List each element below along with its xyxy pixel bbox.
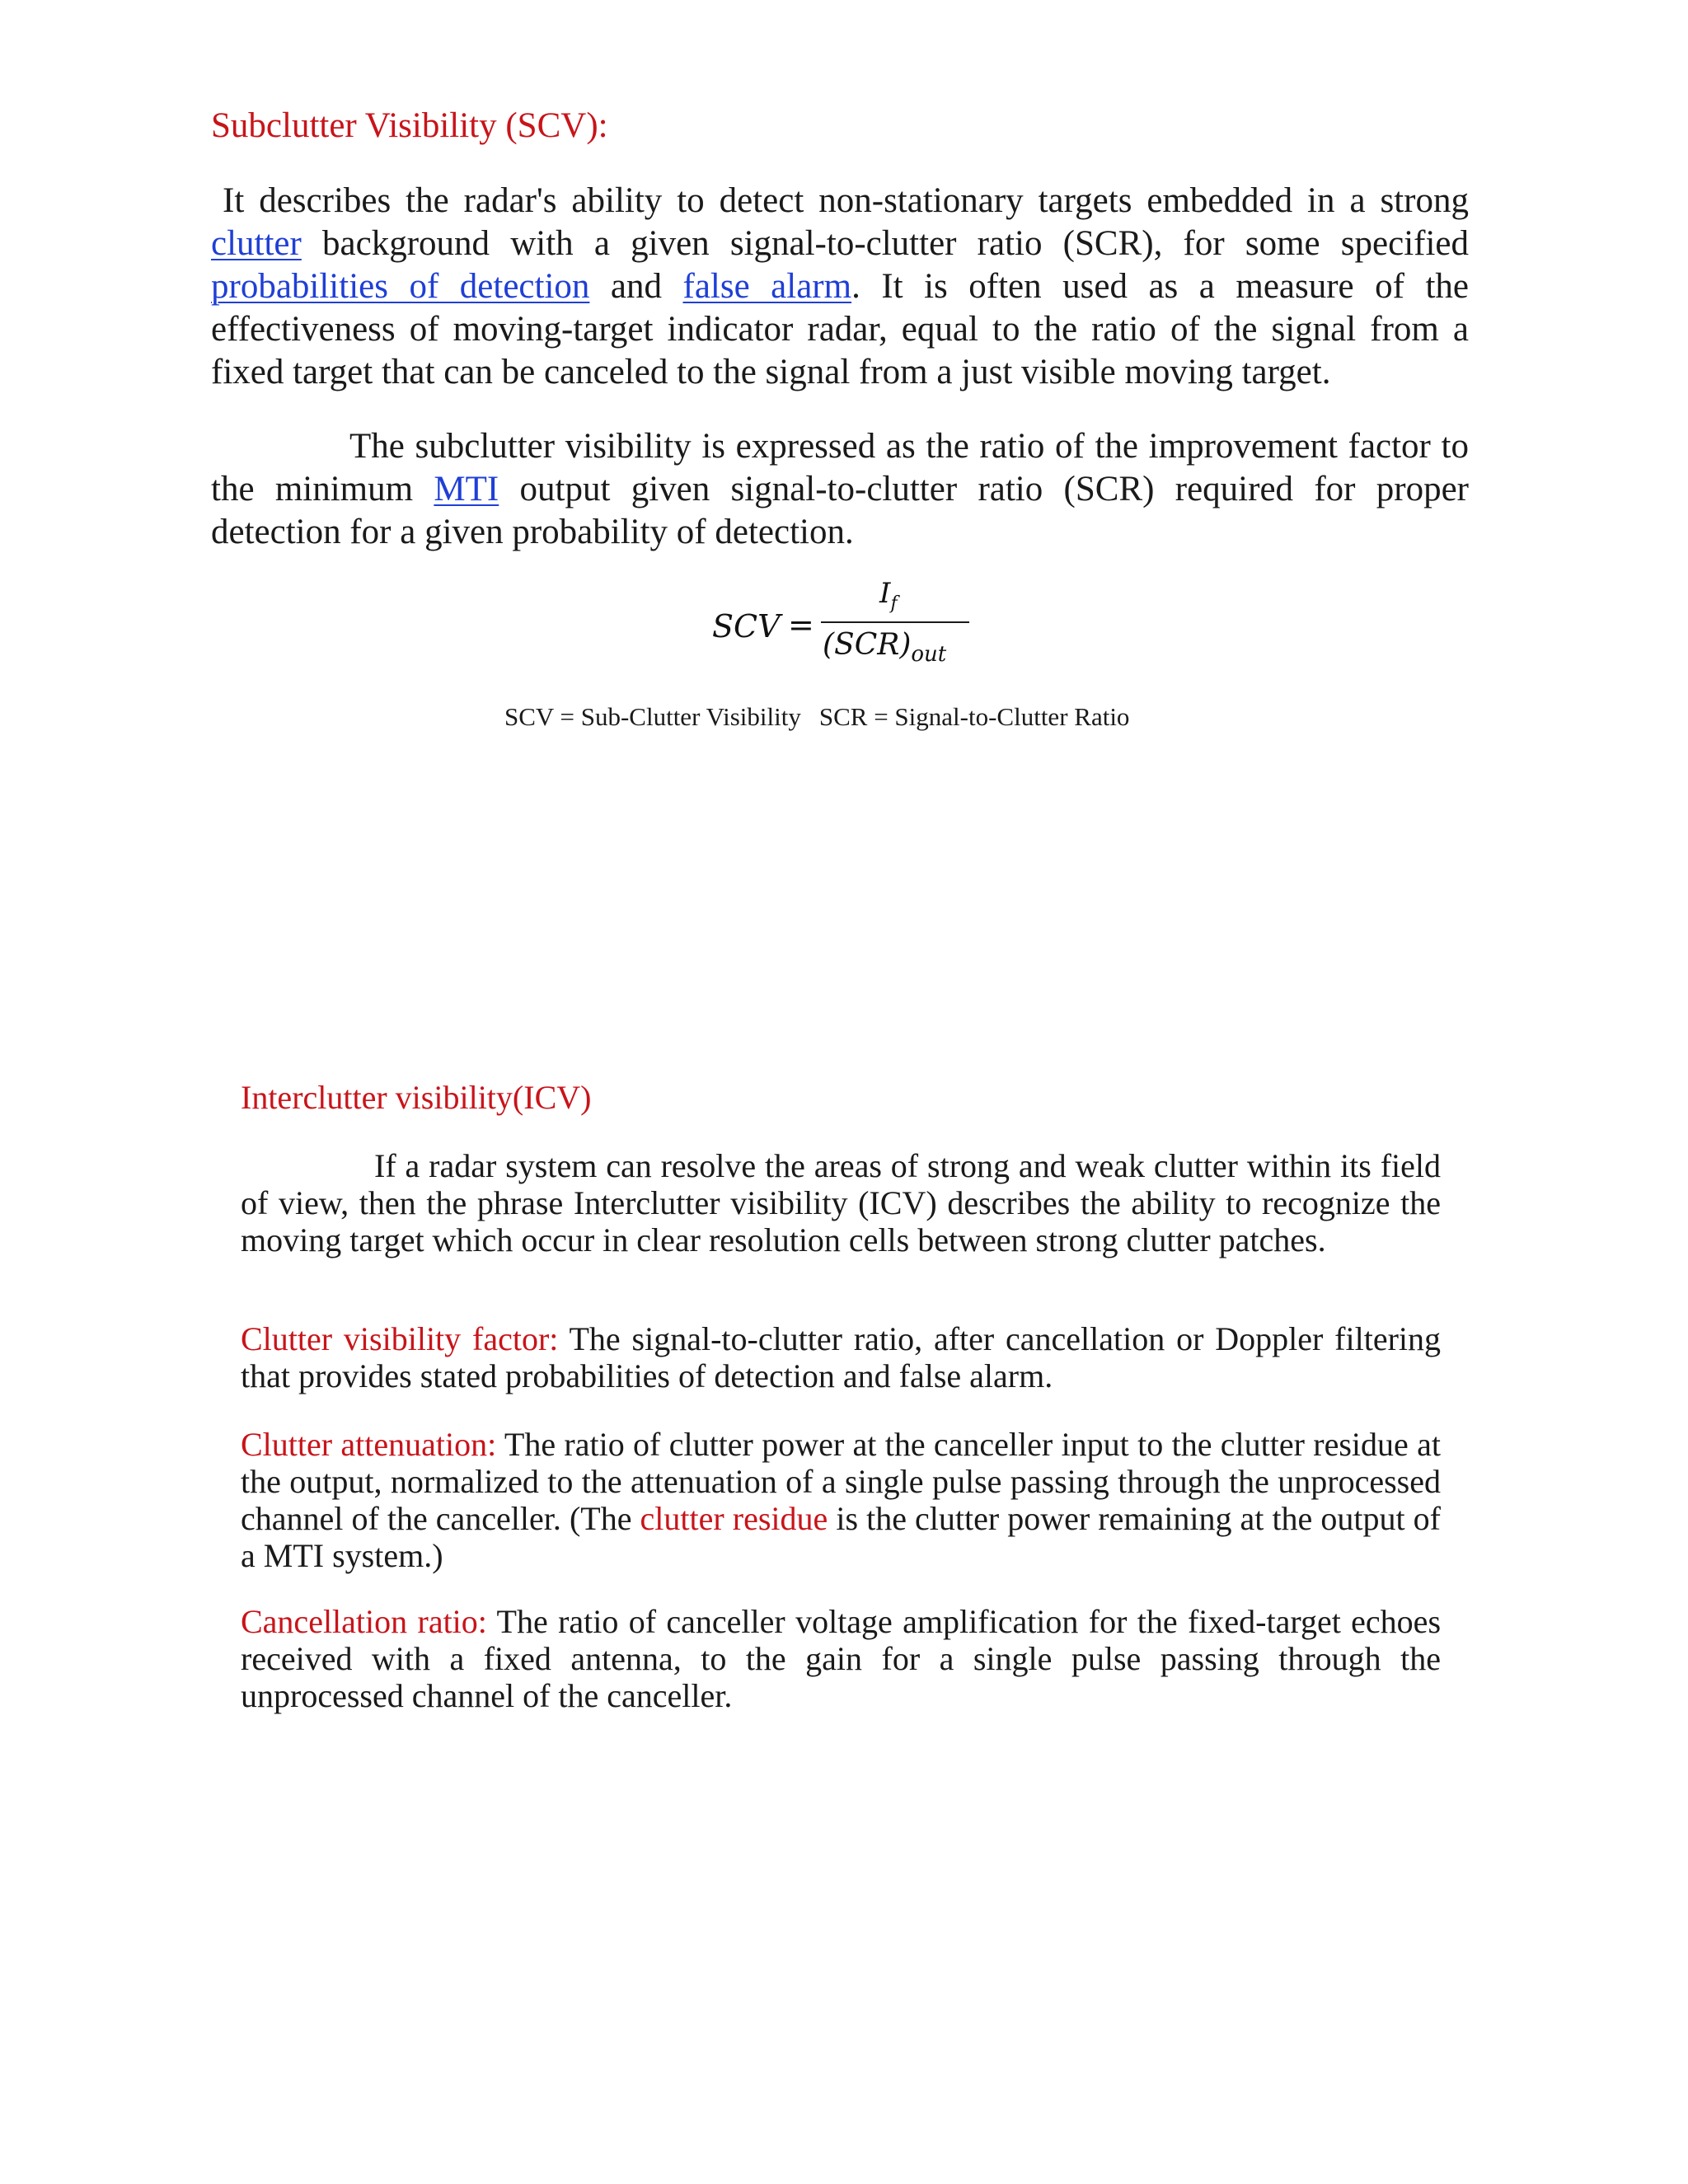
formula-denominator: [823, 628, 946, 667]
legend-scr: SCR = Signal-to-Clutter Ratio: [818, 702, 1130, 731]
text-span: output given signal-to-clutter ratio (SCR) required for proper detection for a given probability of detection.: [211, 470, 1469, 551]
formula-denominator-subscript: out: [911, 642, 947, 668]
formula-denominator-base: (SCR): [823, 628, 912, 662]
term-cancellation-ratio: Cancellation ratio:: [241, 1603, 487, 1640]
clutter-visibility-factor-definition: [241, 1320, 1441, 1394]
formula-lhs: SCV: [712, 608, 781, 644]
icv-paragraph: [241, 1147, 1441, 1258]
formula-equals: =: [788, 607, 814, 643]
term-clutter-residue: clutter residue: [640, 1500, 828, 1537]
scv-description-paragraph: [211, 180, 1469, 394]
text-span: The ratio of clutter power at the canceller input to the clutter residue at the output, normalized to the attenuation of a single pulse passing through the unprocessed channel of the canceller. (The: [241, 1426, 1442, 1537]
link-clutter[interactable]: clutter: [211, 224, 302, 263]
formula-legend: [504, 702, 1129, 732]
scv-expression-paragraph: [211, 425, 1469, 554]
text-span: The signal-to-clutter ratio, after cancellation or Doppler filtering that provides stated probabilities of detection and false alarm.: [241, 1320, 1442, 1394]
fraction-bar: [821, 621, 969, 623]
text-span: The ratio of canceller voltage amplification for the fixed-target echoes received with a fixed antenna, to the gain for a single pulse passing through the unprocessed channel of the canceller.: [241, 1603, 1442, 1714]
icv-heading: Interclutter visibility(ICV): [241, 1079, 592, 1116]
text-span: If a radar system can resolve the areas of strong and weak clutter within its field of view, then the phrase Interclutter visibility (ICV) describes the ability to recognize the moving target which occur in clear resolution cells between strong clutter patches.: [241, 1147, 1441, 1258]
term-clutter-visibility-factor: Clutter visibility factor:: [241, 1320, 559, 1357]
formula-numerator-subscript: f: [890, 593, 898, 614]
term-clutter-attenuation: Clutter attenuation:: [241, 1426, 497, 1463]
text-span: background with a given signal-to-clutter ratio (SCR), for some specified: [301, 224, 1469, 263]
formula-numerator-base: I: [879, 577, 891, 610]
scv-formula: [709, 577, 973, 684]
text-span: It describes the radar's ability to detect non-stationary targets embedded in a strong: [223, 181, 1469, 220]
text-span: is the clutter power remaining at the output of a MTI system.): [241, 1500, 1441, 1574]
legend-scv: SCV = Sub-Clutter Visibility: [504, 702, 801, 731]
link-mti[interactable]: MTI: [434, 470, 499, 509]
text-span: . It is often used as a measure of the effectiveness of moving-target indicator radar, equal to the ratio of the signal from a fixed target that can be canceled to the signal from a just visible moving target.: [211, 267, 1469, 391]
scv-heading: Subclutter Visibility (SCV):: [211, 106, 608, 145]
cancellation-ratio-definition: [241, 1603, 1441, 1714]
link-false-alarm[interactable]: false alarm: [682, 267, 852, 306]
link-probabilities-of-detection[interactable]: probabilities of detection: [211, 267, 590, 306]
text-span: and: [589, 267, 683, 306]
text-span: The subclutter visibility is expressed as the ratio of the improvement factor to the minimum: [211, 427, 1469, 509]
formula-numerator: [879, 577, 898, 614]
clutter-attenuation-definition: [241, 1426, 1441, 1574]
